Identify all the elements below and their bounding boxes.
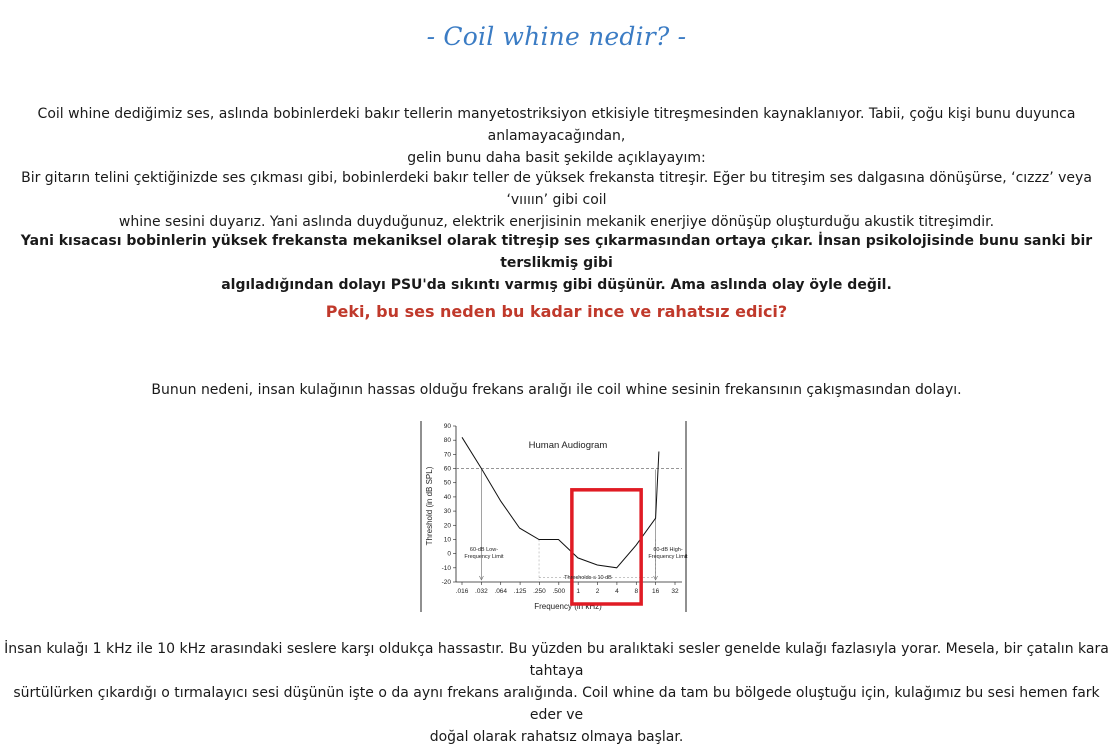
paragraph-summary-line1: Yani kısacası bobinlerin yüksek frekansta mekaniksel olarak titreşip ses çıkarmasından ortaya çıkar. İnsan psikolojisinde bunu sanki bir terslikmiş gibi xyxy=(20,233,1093,271)
y-axis-label: Threshold (in dB SPL) xyxy=(425,466,434,546)
x-tick-label: .032 xyxy=(475,588,488,595)
paragraph-sensitivity-line3: doğal olarak rahatsız olmaya başlar. xyxy=(429,729,684,745)
y-tick-label: 50 xyxy=(443,479,451,487)
x-tick-label: .250 xyxy=(533,588,546,595)
low-limit-annotation-line1: 60-dB Low- xyxy=(469,547,499,553)
paragraph-guitar-line1: Bir gitarın telini çektiğinizde ses çıkması gibi, bobinlerdeki bakır teller de yüksek frekansta titreşir. Eğer bu titreşim ses dalgasına dönüşürse, ‘cızzz’ veya ‘vıııın’ gibi coil xyxy=(21,170,1092,208)
x-tick-label: .016 xyxy=(455,588,469,595)
y-tick-label: -10 xyxy=(441,564,451,572)
y-tick-label: 60 xyxy=(443,465,451,473)
y-tick-label: 10 xyxy=(443,536,451,544)
x-tick-label: 16 xyxy=(652,588,660,595)
y-tick-label: 30 xyxy=(443,508,451,516)
paragraph-guitar xyxy=(0,167,1113,233)
x-tick-label: 4 xyxy=(615,588,619,595)
x-tick-label: .064 xyxy=(494,588,508,595)
audiogram-figure xyxy=(420,419,688,614)
x-tick-label: 32 xyxy=(671,588,679,595)
y-tick-label: 20 xyxy=(443,522,451,530)
x-tick-label: .125 xyxy=(513,588,527,595)
highlight-box xyxy=(572,490,641,604)
paragraph-intro xyxy=(0,103,1113,169)
x-tick-label: 8 xyxy=(634,588,639,595)
x-tick-label: 1 xyxy=(576,588,580,595)
paragraph-sensitivity-line1: İnsan kulağı 1 kHz ile 10 kHz arasındaki seslere karşı oldukça hassastır. Bu yüzden bu aralıktaki sesler genelde kulağı fazlasıyla yorar. Mesela, bir çatalın kara tahtaya xyxy=(4,641,1109,679)
paragraph-reason-text: Bunun nedeni, insan kulağının hassas olduğu frekans aralığı ile coil whine sesinin frekansının çakışmasından dolayı. xyxy=(151,382,962,398)
chart-title: Human Audiogram xyxy=(528,440,608,451)
y-tick-label: 0 xyxy=(447,550,451,558)
article-title: - Coil whine nedir? - xyxy=(426,22,687,51)
paragraph-guitar-line2: whine sesini duyarız. Yani aslında duyduğunuz, elektrik enerjisinin mekanik enerjiye dönüşüp oluşturduğu akustik titreşimdir. xyxy=(118,214,995,230)
x-tick-label: .500 xyxy=(552,588,566,595)
y-tick-label: 70 xyxy=(443,451,451,459)
paragraph-sensitivity-line2: sürtülürken çıkardığı o tırmalayıcı sesi düşünün işte o da aynı frekans aralığında. Coil whine da tam bu bölgede oluştuğu için, kulağımız bu sesi hemen fark eder ve xyxy=(13,685,1100,723)
paragraph-intro-line1: Coil whine dediğimiz ses, aslında bobinlerdeki bakır tellerin manyetostriksiyon etkisiyle titreşmesinden kaynaklanıyor. Tabii, çoğu kişi bunu duyunca anlamayacağından, xyxy=(37,106,1076,144)
low-limit-annotation-line2: Frequency Limit xyxy=(464,554,504,560)
paragraph-reason xyxy=(0,379,1113,401)
y-tick-label: -20 xyxy=(441,579,451,586)
paragraph-summary xyxy=(0,230,1113,296)
high-limit-annotation-line2: Frequency Limit xyxy=(648,554,688,560)
paragraph-summary-line2: algıladığından dolayı PSU'da sıkıntı varmış gibi düşünür. Ama aslında olay öyle değil. xyxy=(221,277,892,293)
y-tick-label: 90 xyxy=(443,423,451,430)
y-tick-label: 40 xyxy=(443,493,451,501)
x-tick-label: 2 xyxy=(595,588,600,595)
section-subheading: Peki, bu ses neden bu kadar ince ve rahatsız edici? xyxy=(325,302,788,321)
threshold-band-annotation: Thresholds ≤ 10 dB xyxy=(564,575,612,581)
paragraph-sensitivity xyxy=(0,638,1113,748)
x-axis-label: Frequency (in kHz) xyxy=(534,602,602,611)
y-tick-label: 80 xyxy=(443,437,451,445)
high-limit-annotation-line1: 60-dB High- xyxy=(653,547,683,553)
paragraph-intro-line2: gelin bunu daha basit şekilde açıklayayım: xyxy=(407,150,706,166)
